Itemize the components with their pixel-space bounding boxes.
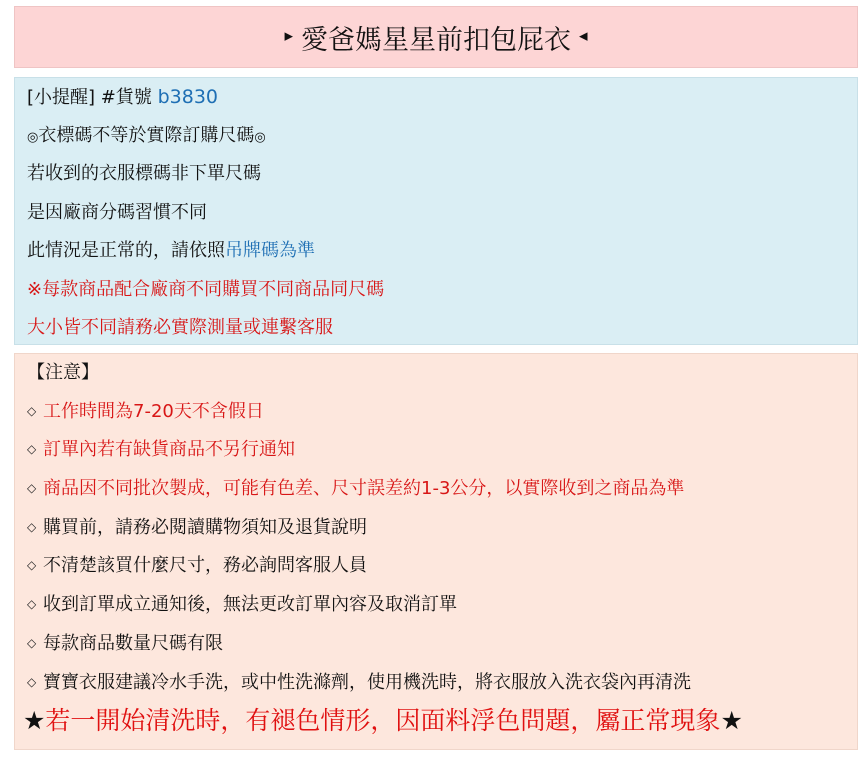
- diamond-bullet-icon: ◇: [27, 442, 37, 457]
- triangle-left-icon: ◂: [579, 26, 588, 46]
- notice-item: [27, 470, 857, 509]
- diamond-bullet-icon: ◇: [27, 519, 37, 534]
- diamond-bullet-icon: ◇: [27, 558, 37, 573]
- tag-size-highlight: 吊牌碼為準: [225, 240, 315, 261]
- washing-warning: [23, 702, 857, 741]
- diamond-bullet-icon: ◇: [27, 635, 37, 650]
- title-banner: [14, 6, 858, 68]
- notice-item: [27, 393, 857, 432]
- notice-item-text: 購買前，請務必閱讀購物須知及退貨說明: [43, 516, 367, 538]
- bullseye-icon: ◎: [254, 129, 266, 145]
- reminder-code-line: [27, 78, 857, 117]
- notice-item: [27, 586, 857, 625]
- reminder-line-3: 若收到的衣服標碼非下單尺碼: [27, 163, 261, 184]
- reminder-line-7: 大小皆不同請務必實際測量或連繫客服: [27, 317, 333, 338]
- washing-warning-text: 若一開始清洗時，有褪色情形，因面料浮色問題，屬正常現象: [45, 706, 721, 736]
- diamond-bullet-icon: ◇: [27, 403, 37, 418]
- bullseye-icon: ◎: [27, 129, 39, 145]
- notice-item-text: 工作時間為7-20天不含假日: [43, 400, 264, 422]
- notice-item: [27, 625, 857, 664]
- star-icon: ★: [23, 706, 46, 736]
- reminder-line-5-text: 此情況是正常的，請依照: [27, 240, 225, 261]
- notice-item-text: 收到訂單成立通知後，無法更改訂單內容及取消訂單: [43, 594, 457, 616]
- notice-item-text: 商品因不同批次製成，可能有色差、尺寸誤差約1-3公分，以實際收到之商品為準: [43, 478, 685, 500]
- reminder-line-2-text: 衣標碼不等於實際訂購尺碼: [38, 124, 255, 146]
- notice-item: [27, 547, 857, 586]
- reminder-line-5: [27, 232, 857, 271]
- notice-item-text: 寶寶衣服建議冷水手洗，或中性洗滌劑，使用機洗時，將衣服放入洗衣袋內再清洗: [43, 671, 691, 693]
- diamond-bullet-icon: ◇: [27, 597, 37, 612]
- reminder-line-6: ※每款商品配合廠商不同購買不同商品同尺碼: [27, 278, 385, 300]
- notice-item: [27, 509, 857, 548]
- notice-item: [27, 431, 857, 470]
- reminder-line-4: 是因廠商分碼習慣不同: [27, 201, 207, 223]
- notice-item-text: 不清楚該買什麼尺寸，務必詢問客服人員: [43, 555, 367, 577]
- notice-item-text: 訂單內若有缺貨商品不另行通知: [43, 439, 295, 461]
- star-icon: ★: [720, 706, 743, 736]
- reminder-prefix: [小提醒] #貨號: [27, 87, 158, 108]
- diamond-bullet-icon: ◇: [27, 674, 37, 689]
- notice-item-text: 每款商品數量尺碼有限: [43, 632, 223, 654]
- triangle-right-icon: ▸: [284, 26, 293, 46]
- notice-box: [14, 353, 858, 750]
- size-reminder-box: [14, 77, 858, 345]
- diamond-bullet-icon: ◇: [27, 481, 37, 496]
- product-title: 愛爸媽星星前扣包屁衣: [301, 24, 571, 56]
- notice-item: [27, 664, 857, 703]
- product-code: b3830: [157, 86, 218, 108]
- notice-header: 【注意】: [27, 362, 99, 383]
- reminder-line-2: [27, 117, 857, 156]
